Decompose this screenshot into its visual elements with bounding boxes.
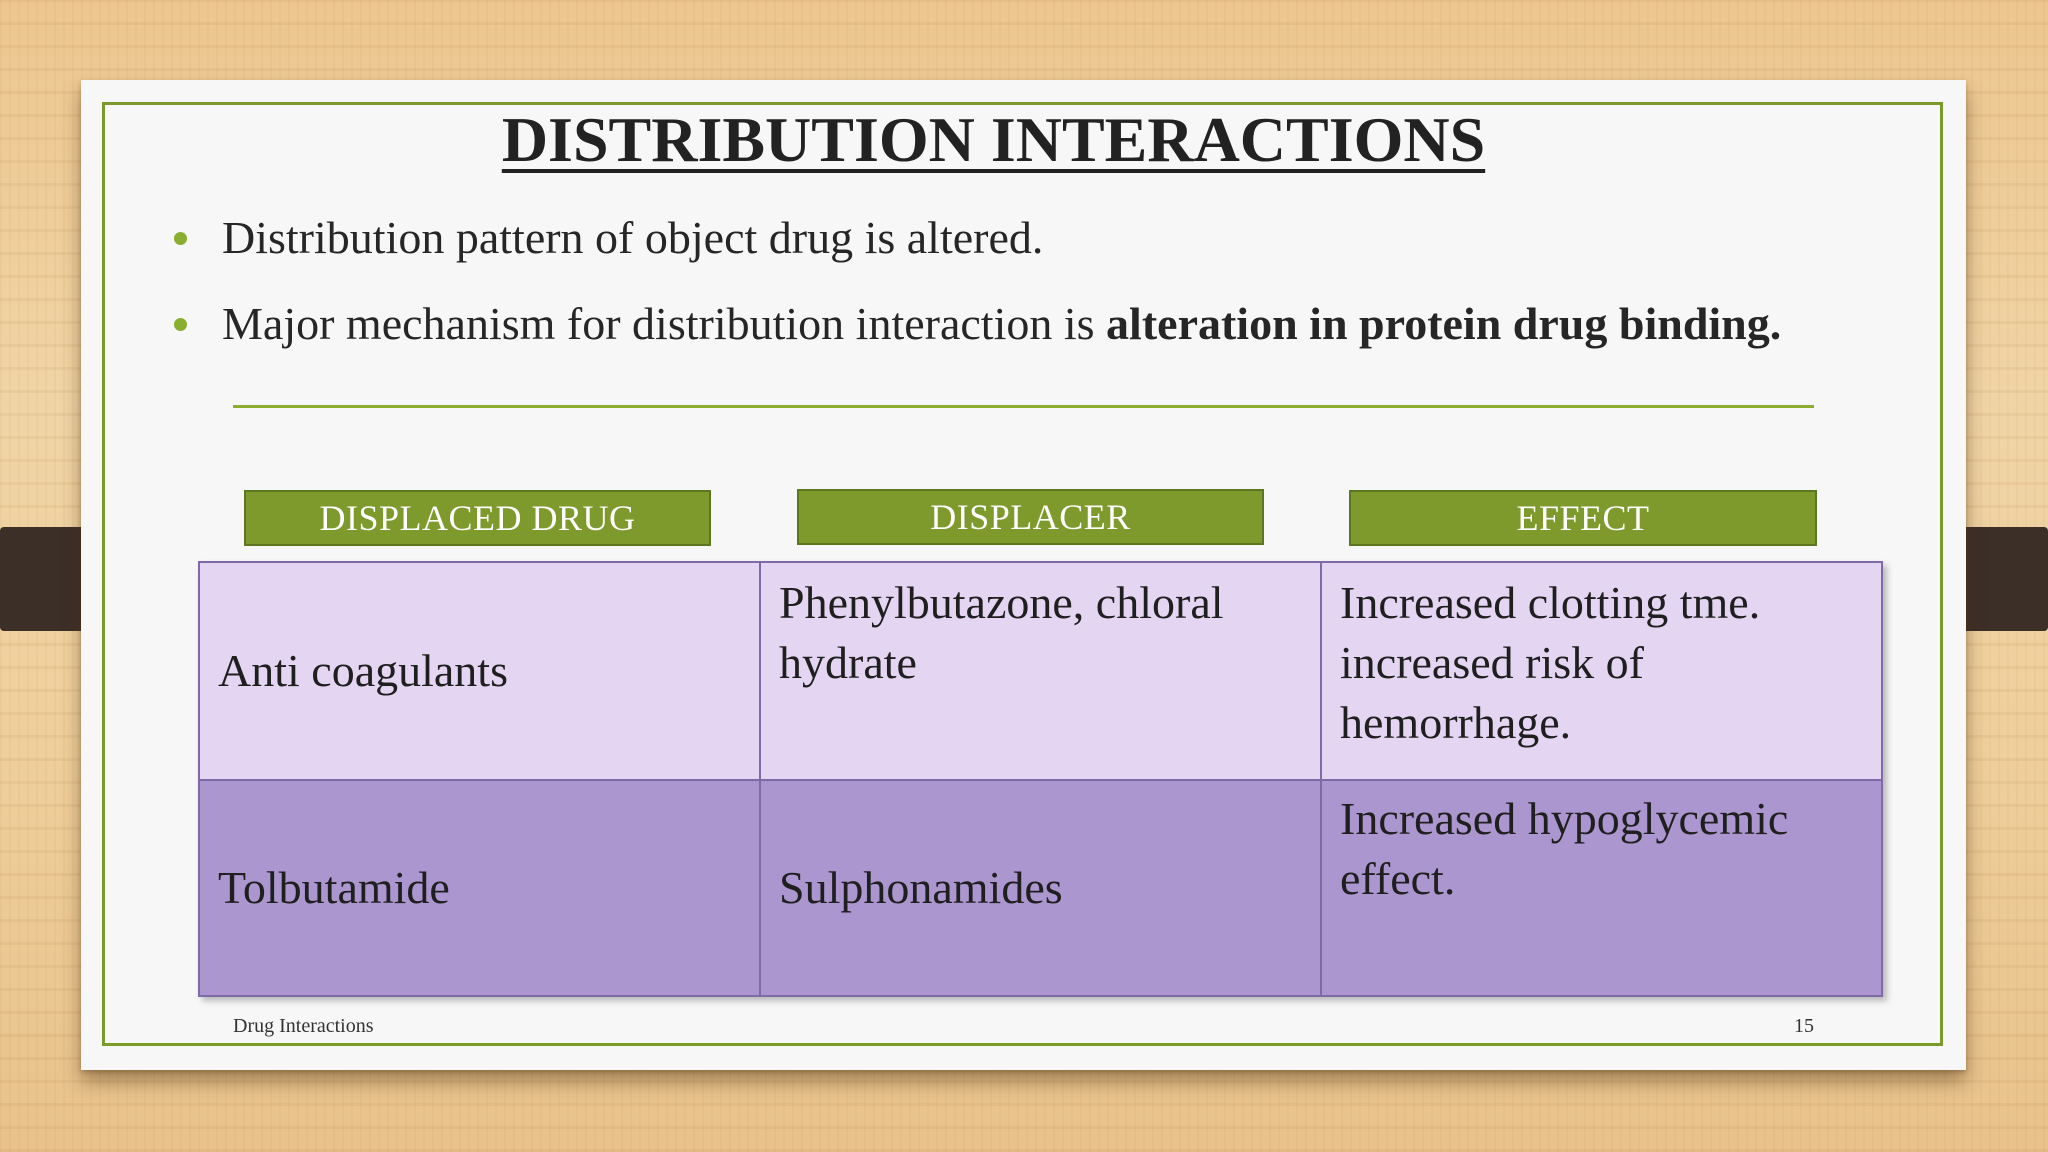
header-displacer: DISPLACER bbox=[797, 489, 1264, 545]
bullet-text-bold: alteration in protein drug binding. bbox=[1106, 298, 1782, 349]
page-number: 15 bbox=[1794, 1015, 1814, 1037]
slide bbox=[81, 80, 1966, 1070]
header-displaced-drug: DISPLACED DRUG bbox=[244, 490, 711, 546]
bullet-item bbox=[174, 294, 1854, 354]
header-effect: EFFECT bbox=[1349, 490, 1817, 546]
cell-displaced-drug: Tolbutamide bbox=[199, 780, 760, 996]
bullet-dot-icon bbox=[174, 318, 187, 331]
bullet-list bbox=[174, 208, 1854, 380]
bullet-dot-icon bbox=[174, 232, 187, 245]
interaction-table bbox=[198, 561, 1883, 997]
cell-effect: Increased hypoglycemic effect. bbox=[1321, 780, 1882, 996]
table-row bbox=[199, 780, 1882, 996]
bullet-text: Distribution pattern of object drug is altered. bbox=[222, 212, 1044, 263]
bullet-item bbox=[174, 208, 1854, 268]
bullet-text: Major mechanism for distribution interaction is bbox=[222, 298, 1107, 349]
divider-line bbox=[233, 405, 1814, 408]
slide-title: DISTRIBUTION INTERACTIONS bbox=[501, 104, 1486, 175]
cell-effect: Increased clotting tme. increased risk of hemorrhage. bbox=[1321, 562, 1882, 780]
cell-displacer: Phenylbutazone, chloral hydrate bbox=[760, 562, 1321, 780]
footer-title: Drug Interactions bbox=[233, 1015, 374, 1037]
table-row bbox=[199, 562, 1882, 780]
cell-displaced-drug: Anti coagulants bbox=[199, 562, 760, 780]
cell-displacer: Sulphonamides bbox=[760, 780, 1321, 996]
